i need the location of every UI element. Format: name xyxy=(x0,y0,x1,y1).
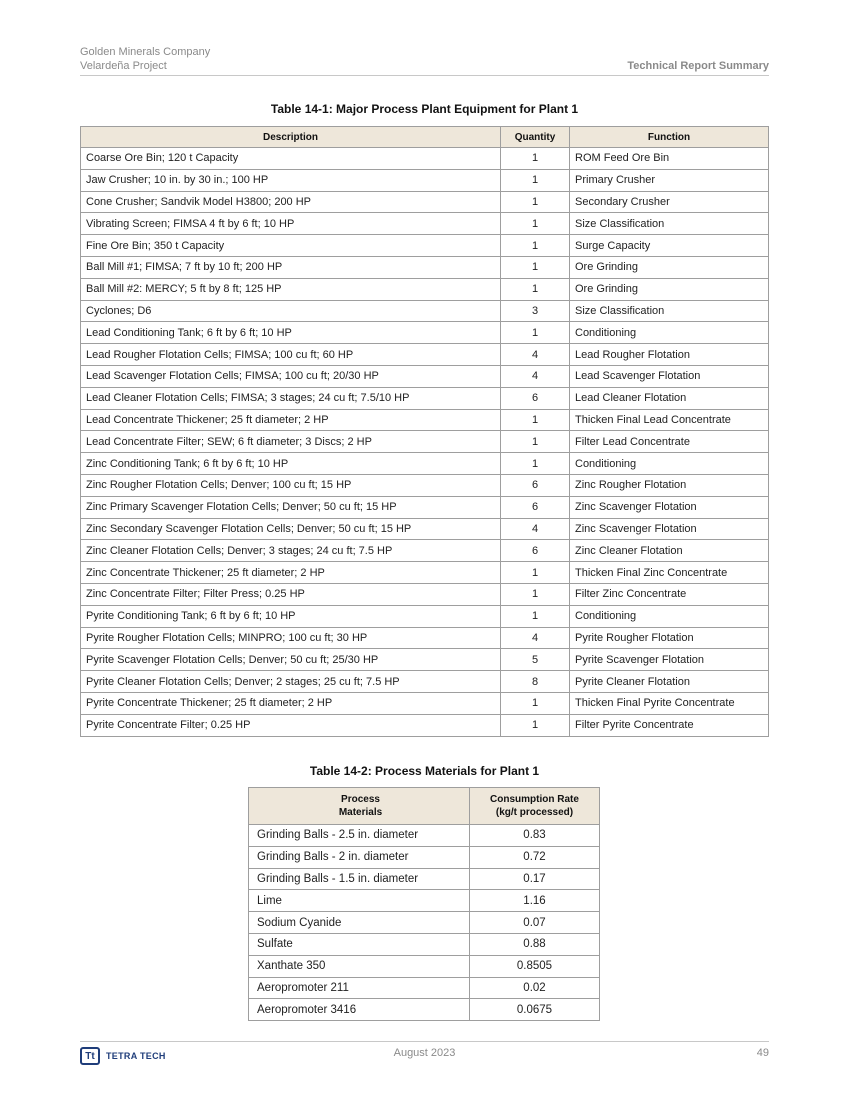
cell-consumption-rate: 1.16 xyxy=(470,890,600,912)
materials-table-body xyxy=(249,825,600,1021)
cell-description: Cone Crusher; Sandvik Model H3800; 200 HP xyxy=(81,191,501,213)
cell-consumption-rate: 0.17 xyxy=(470,868,600,890)
table-row xyxy=(81,256,769,278)
footer-date: August 2023 xyxy=(393,1047,456,1059)
table-row xyxy=(249,868,600,890)
cell-function: Pyrite Rougher Flotation xyxy=(570,627,769,649)
cell-description: Pyrite Cleaner Flotation Cells; Denver; 2 stages; 25 cu ft; 7.5 HP xyxy=(81,671,501,693)
cell-description: Lead Scavenger Flotation Cells; FIMSA; 100 cu ft; 20/30 HP xyxy=(81,365,501,387)
cell-quantity: 1 xyxy=(501,692,570,714)
table-row xyxy=(81,344,769,366)
table-row xyxy=(81,692,769,714)
page-number: 49 xyxy=(756,1047,769,1059)
cell-description: Vibrating Screen; FIMSA 4 ft by 6 ft; 10 HP xyxy=(81,213,501,235)
table-row xyxy=(81,387,769,409)
cell-function: Conditioning xyxy=(570,322,769,344)
cell-description: Lead Concentrate Thickener; 25 ft diameter; 2 HP xyxy=(81,409,501,431)
header-text: (kg/t processed) xyxy=(495,807,574,818)
table-row xyxy=(81,474,769,496)
cell-quantity: 6 xyxy=(501,387,570,409)
footer-divider xyxy=(80,1041,769,1042)
cell-quantity: 1 xyxy=(501,605,570,627)
cell-quantity: 6 xyxy=(501,474,570,496)
cell-quantity: 1 xyxy=(501,148,570,170)
cell-consumption-rate: 0.8505 xyxy=(470,955,600,977)
cell-quantity: 4 xyxy=(501,518,570,540)
cell-quantity: 1 xyxy=(501,213,570,235)
cell-consumption-rate: 0.88 xyxy=(470,933,600,955)
table-row xyxy=(81,431,769,453)
materials-table xyxy=(248,787,600,1021)
cell-material: Sodium Cyanide xyxy=(249,912,470,934)
cell-description: Pyrite Conditioning Tank; 6 ft by 6 ft; 10 HP xyxy=(81,605,501,627)
equipment-table xyxy=(80,126,769,737)
cell-function: Lead Scavenger Flotation xyxy=(570,365,769,387)
cell-function: Size Classification xyxy=(570,213,769,235)
header-text: Consumption Rate xyxy=(490,794,579,805)
cell-description: Zinc Cleaner Flotation Cells; Denver; 3 stages; 24 cu ft; 7.5 HP xyxy=(81,540,501,562)
cell-material: Grinding Balls - 2 in. diameter xyxy=(249,846,470,868)
cell-function: Thicken Final Lead Concentrate xyxy=(570,409,769,431)
table-row xyxy=(81,562,769,584)
cell-function: Pyrite Cleaner Flotation xyxy=(570,671,769,693)
cell-function: Lead Rougher Flotation xyxy=(570,344,769,366)
cell-function: Conditioning xyxy=(570,453,769,475)
cell-quantity: 8 xyxy=(501,671,570,693)
cell-function: Lead Cleaner Flotation xyxy=(570,387,769,409)
cell-quantity: 4 xyxy=(501,627,570,649)
cell-quantity: 1 xyxy=(501,278,570,300)
column-header-consumption-rate xyxy=(470,788,600,825)
cell-quantity: 1 xyxy=(501,322,570,344)
company-name: Golden Minerals Company xyxy=(80,46,211,58)
cell-consumption-rate: 0.83 xyxy=(470,825,600,847)
cell-material: Aeropromoter 3416 xyxy=(249,999,470,1021)
table-header-row xyxy=(81,127,769,148)
cell-function: Zinc Cleaner Flotation xyxy=(570,540,769,562)
project-name: Velardeña Project xyxy=(80,60,167,72)
cell-quantity: 1 xyxy=(501,409,570,431)
cell-quantity: 4 xyxy=(501,344,570,366)
cell-material: Grinding Balls - 2.5 in. diameter xyxy=(249,825,470,847)
cell-function: Secondary Crusher xyxy=(570,191,769,213)
cell-description: Zinc Rougher Flotation Cells; Denver; 100 cu ft; 15 HP xyxy=(81,474,501,496)
cell-function: Thicken Final Zinc Concentrate xyxy=(570,562,769,584)
table-row xyxy=(81,605,769,627)
table-row xyxy=(81,496,769,518)
cell-description: Jaw Crusher; 10 in. by 30 in.; 100 HP xyxy=(81,169,501,191)
cell-consumption-rate: 0.02 xyxy=(470,977,600,999)
header-text: Materials xyxy=(338,807,383,818)
cell-quantity: 5 xyxy=(501,649,570,671)
cell-function: Zinc Scavenger Flotation xyxy=(570,518,769,540)
table-row xyxy=(81,714,769,736)
cell-description: Zinc Concentrate Thickener; 25 ft diameter; 2 HP xyxy=(81,562,501,584)
cell-material: Xanthate 350 xyxy=(249,955,470,977)
table-row xyxy=(81,649,769,671)
cell-quantity: 1 xyxy=(501,191,570,213)
equipment-table-body xyxy=(81,148,769,737)
cell-function: Primary Crusher xyxy=(570,169,769,191)
cell-function: Zinc Rougher Flotation xyxy=(570,474,769,496)
table-row xyxy=(81,213,769,235)
table-header-row xyxy=(249,788,600,825)
cell-quantity: 1 xyxy=(501,714,570,736)
table-row xyxy=(81,409,769,431)
cell-description: Lead Concentrate Filter; SEW; 6 ft diameter; 3 Discs; 2 HP xyxy=(81,431,501,453)
cell-material: Sulfate xyxy=(249,933,470,955)
header-divider xyxy=(80,75,769,76)
header-text: Process xyxy=(341,794,380,805)
table-row xyxy=(249,890,600,912)
cell-material: Aeropromoter 211 xyxy=(249,977,470,999)
cell-function: Conditioning xyxy=(570,605,769,627)
cell-description: Ball Mill #1; FIMSA; 7 ft by 10 ft; 200 HP xyxy=(81,256,501,278)
cell-quantity: 3 xyxy=(501,300,570,322)
report-title: Technical Report Summary xyxy=(627,60,769,72)
table-row xyxy=(249,977,600,999)
cell-description: Lead Cleaner Flotation Cells; FIMSA; 3 stages; 24 cu ft; 7.5/10 HP xyxy=(81,387,501,409)
header-left xyxy=(80,45,210,73)
table-row xyxy=(249,955,600,977)
table-row xyxy=(81,322,769,344)
cell-quantity: 1 xyxy=(501,169,570,191)
cell-description: Pyrite Concentrate Thickener; 25 ft diameter; 2 HP xyxy=(81,692,501,714)
cell-function: Size Classification xyxy=(570,300,769,322)
cell-description: Fine Ore Bin; 350 t Capacity xyxy=(81,235,501,257)
cell-function: Thicken Final Pyrite Concentrate xyxy=(570,692,769,714)
cell-function: Ore Grinding xyxy=(570,278,769,300)
cell-quantity: 6 xyxy=(501,496,570,518)
cell-consumption-rate: 0.0675 xyxy=(470,999,600,1021)
table-row xyxy=(81,235,769,257)
table-row xyxy=(81,518,769,540)
cell-description: Zinc Primary Scavenger Flotation Cells; Denver; 50 cu ft; 15 HP xyxy=(81,496,501,518)
table-row xyxy=(81,583,769,605)
cell-quantity: 1 xyxy=(501,431,570,453)
cell-description: Coarse Ore Bin; 120 t Capacity xyxy=(81,148,501,170)
cell-material: Grinding Balls - 1.5 in. diameter xyxy=(249,868,470,890)
table-row xyxy=(81,300,769,322)
cell-consumption-rate: 0.72 xyxy=(470,846,600,868)
cell-quantity: 1 xyxy=(501,453,570,475)
cell-description: Pyrite Scavenger Flotation Cells; Denver; 50 cu ft; 25/30 HP xyxy=(81,649,501,671)
column-header-quantity: Quantity xyxy=(501,127,570,148)
table-row xyxy=(249,933,600,955)
table1-caption: Table 14-1: Major Process Plant Equipment for Plant 1 xyxy=(270,102,579,116)
cell-function: Filter Zinc Concentrate xyxy=(570,583,769,605)
cell-description: Lead Conditioning Tank; 6 ft by 6 ft; 10 HP xyxy=(81,322,501,344)
logo-text: TETRA TECH xyxy=(106,1051,166,1061)
table-row xyxy=(249,825,600,847)
cell-quantity: 1 xyxy=(501,256,570,278)
table-row xyxy=(81,191,769,213)
cell-quantity: 6 xyxy=(501,540,570,562)
cell-quantity: 1 xyxy=(501,583,570,605)
tetra-tech-icon: Tt xyxy=(80,1047,100,1065)
table-row xyxy=(81,278,769,300)
cell-description: Zinc Conditioning Tank; 6 ft by 6 ft; 10 HP xyxy=(81,453,501,475)
cell-description: Zinc Concentrate Filter; Filter Press; 0.25 HP xyxy=(81,583,501,605)
cell-quantity: 4 xyxy=(501,365,570,387)
table-row xyxy=(81,169,769,191)
cell-function: Ore Grinding xyxy=(570,256,769,278)
cell-quantity: 1 xyxy=(501,562,570,584)
cell-function: Filter Lead Concentrate xyxy=(570,431,769,453)
cell-description: Lead Rougher Flotation Cells; FIMSA; 100 cu ft; 60 HP xyxy=(81,344,501,366)
table-row xyxy=(249,912,600,934)
cell-description: Pyrite Concentrate Filter; 0.25 HP xyxy=(81,714,501,736)
cell-description: Zinc Secondary Scavenger Flotation Cells; Denver; 50 cu ft; 15 HP xyxy=(81,518,501,540)
cell-description: Ball Mill #2: MERCY; 5 ft by 8 ft; 125 HP xyxy=(81,278,501,300)
table-row xyxy=(81,540,769,562)
table-row xyxy=(81,671,769,693)
table-row xyxy=(81,627,769,649)
column-header-materials xyxy=(249,788,470,825)
cell-function: Surge Capacity xyxy=(570,235,769,257)
table-row xyxy=(81,453,769,475)
cell-consumption-rate: 0.07 xyxy=(470,912,600,934)
table-row xyxy=(249,999,600,1021)
column-header-function: Function xyxy=(570,127,769,148)
cell-function: ROM Feed Ore Bin xyxy=(570,148,769,170)
cell-description: Pyrite Rougher Flotation Cells; MINPRO; 100 cu ft; 30 HP xyxy=(81,627,501,649)
cell-description: Cyclones; D6 xyxy=(81,300,501,322)
cell-function: Pyrite Scavenger Flotation xyxy=(570,649,769,671)
cell-function: Filter Pyrite Concentrate xyxy=(570,714,769,736)
cell-material: Lime xyxy=(249,890,470,912)
column-header-description: Description xyxy=(81,127,501,148)
table-row xyxy=(81,365,769,387)
table-row xyxy=(249,846,600,868)
cell-function: Zinc Scavenger Flotation xyxy=(570,496,769,518)
cell-quantity: 1 xyxy=(501,235,570,257)
table-row xyxy=(81,148,769,170)
table2-caption: Table 14-2: Process Materials for Plant 1 xyxy=(309,764,540,778)
